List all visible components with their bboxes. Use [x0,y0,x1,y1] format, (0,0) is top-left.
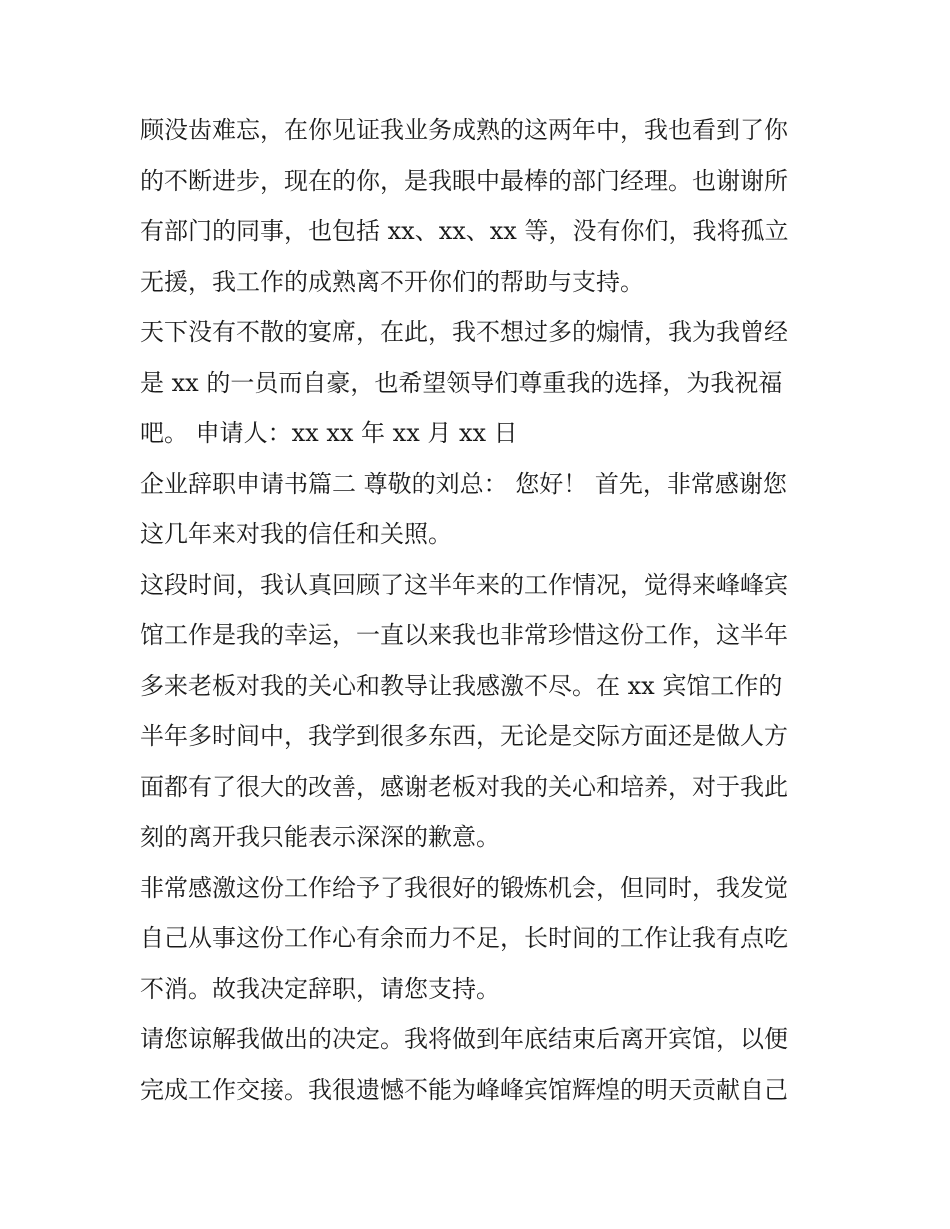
text-line: 馆工作是我的幸运，一直以来我也非常珍惜这份工作，这半年 [140,621,788,649]
text-line: 不消。故我决定辞职，请您支持。 [140,974,500,1003]
text-line: 吧。 申请人：xx xx 年 xx 月 xx 日 [140,419,518,447]
text-line: 有部门的同事，也包括 xx、xx、xx 等，没有你们，我将孤立 [140,217,789,245]
text-line: 无援，我工作的成熟离不开你们的帮助与支持。 [140,267,644,296]
body-text [140,105,820,1115]
text-line: 刻的离开我只能表示深深的歉意。 [140,823,500,851]
text-line: 顾没齿难忘，在你见证我业务成熟的这两年中，我也看到了你 [140,116,788,144]
text-line: 是 xx 的一员而自豪，也希望领导们尊重我的选择，为我祝福 [140,368,783,397]
text-line: 自己从事这份工作心有余而力不足，长时间的工作让我有点吃 [140,924,788,952]
text-line: 企业辞职申请书篇二 尊敬的刘总： 您好！ 首先，非常感谢您 [140,469,787,498]
text-line: 完成工作交接。我很遗憾不能为峰峰宾馆辉煌的明天贡献自己 [140,1075,788,1104]
text-line: 非常感激这份工作给予了我很好的锻炼机会，但同时，我发觉 [140,873,788,902]
text-line: 请您谅解我做出的决定。我将做到年底结束后离开宾馆，以便 [140,1025,788,1053]
text-line: 这几年来对我的信任和关照。 [140,520,452,548]
text-line: 这段时间，我认真回顾了这半年来的工作情况，觉得来峰峰宾 [140,570,788,599]
text-line: 多来老板对我的关心和教导让我感激不尽。在 xx 宾馆工作的 [140,671,783,700]
text-line: 天下没有不散的宴席，在此，我不想过多的煽情，我为我曾经 [140,318,788,346]
text-line: 面都有了很大的改善，感谢老板对我的关心和培养，对于我此 [140,772,788,801]
text-line: 半年多时间中，我学到很多东西，无论是交际方面还是做人方 [140,722,788,750]
text-line: 的不断进步，现在的你，是我眼中最棒的部门经理。也谢谢所 [140,166,788,195]
